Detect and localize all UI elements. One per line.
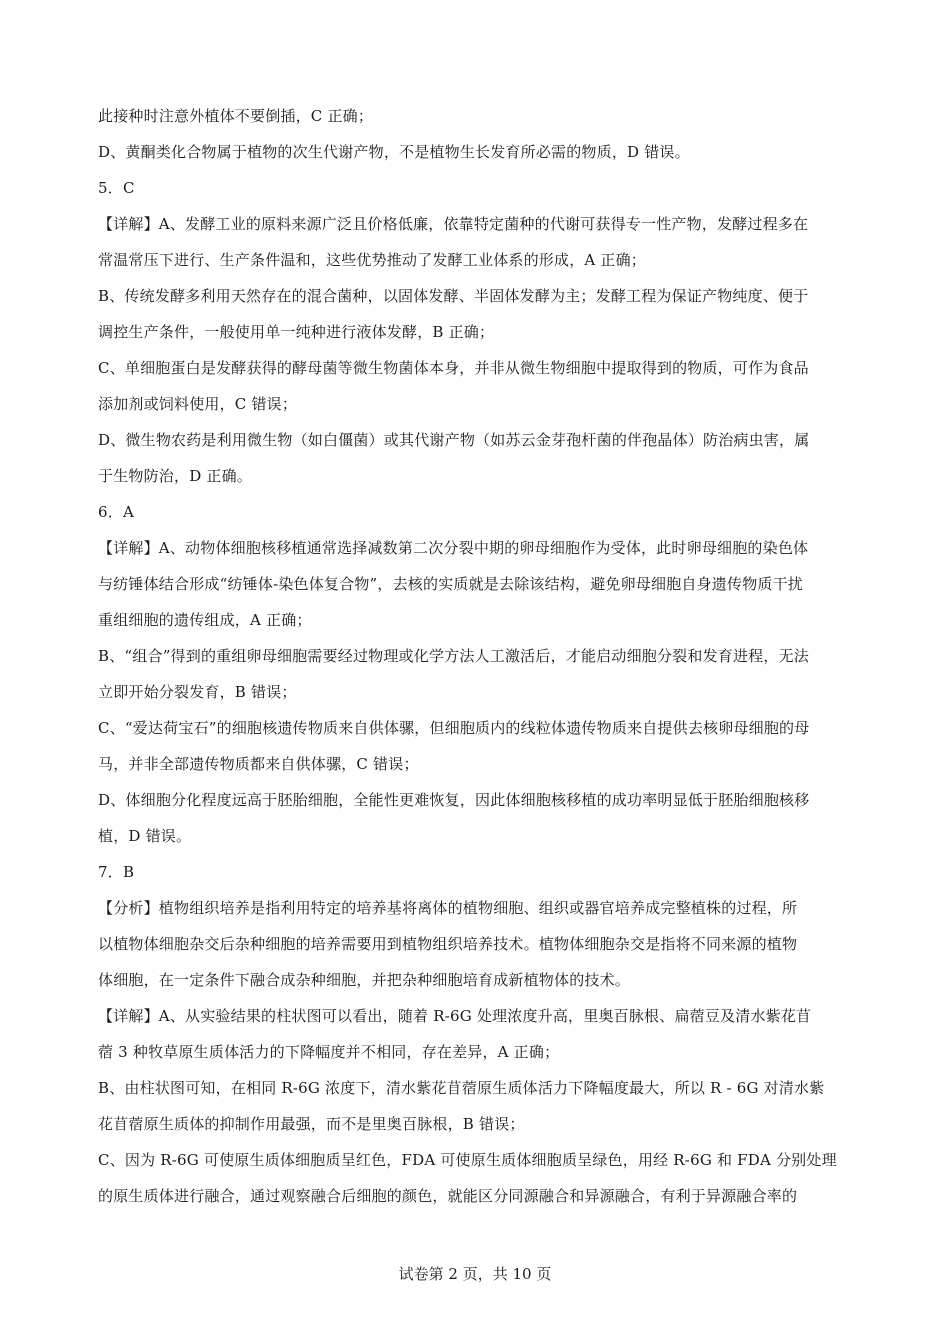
text-line: 添加剂或饲料使用，C 错误； bbox=[98, 395, 298, 413]
text-line: B、传统发酵多利用天然存在的混合菌种，以固体发酵、半固体发酵为主；发酵工程为保证产物纯度、便于 bbox=[98, 287, 809, 305]
text-line: 体细胞，在一定条件下融合成杂种细胞，并把杂种细胞培育成新植物体的技术。 bbox=[98, 971, 631, 989]
text-line: 6．A bbox=[98, 503, 134, 521]
text-line: D、体细胞分化程度远高于胚胎细胞，全能性更难恢复，因此体细胞核移植的成功率明显低于胚胎细胞核移 bbox=[98, 791, 810, 809]
text-line: C、单细胞蛋白是发酵获得的酵母菌等微生物菌体本身，并非从微生物细胞中提取得到的物质，可作为食品 bbox=[98, 359, 809, 377]
text-line: 【详解】A、从实验结果的柱状图可以看出，随着 R-6G 处理浓度升高，里奥百脉根、扁蓿豆及清水紫花苜 bbox=[98, 1007, 812, 1025]
text-line: 5．C bbox=[98, 179, 135, 197]
text-line: 重组细胞的遗传组成，A 正确； bbox=[98, 611, 312, 629]
text-line: 【详解】A、动物体细胞核移植通常选择减数第二次分裂中期的卵母细胞作为受体，此时卵母细胞的染色体 bbox=[98, 539, 809, 557]
answer-text-body bbox=[98, 98, 854, 1214]
text-line: D、微生物农药是利用微生物（如白僵菌）或其代谢产物（如苏云金芽孢杆菌的伴孢晶体）防治病虫害，属 bbox=[98, 431, 810, 449]
text-line: B、由柱状图可知，在相同 R-6G 浓度下，清水紫花苜蓿原生质体活力下降幅度最大，所以 R - 6G 对清水紫 bbox=[98, 1079, 825, 1097]
text-line: 立即开始分裂发育，B 错误； bbox=[98, 683, 297, 701]
text-line: 植，D 错误。 bbox=[98, 827, 192, 845]
text-line: 以植物体细胞杂交后杂种细胞的培养需要用到植物组织培养技术。植物体细胞杂交是指将不同来源的植物 bbox=[98, 935, 798, 953]
text-line: 【分析】植物组织培养是指利用特定的培养基将离体的植物细胞、组织或器官培养成完整植株的过程，所 bbox=[98, 899, 798, 917]
text-line: 调控生产条件，一般使用单一纯种进行液体发酵，B 正确； bbox=[98, 323, 495, 341]
text-line: 常温常压下进行、生产条件温和，这些优势推动了发酵工业体系的形成，A 正确； bbox=[98, 251, 647, 269]
text-line: C、“爱达荷宝石”的细胞核遗传物质来自供体骡，但细胞质内的线粒体遗传物质来自提供去核卵母细胞的母 bbox=[98, 719, 810, 737]
text-line: 蓿 3 种牧草原生质体活力的下降幅度并不相同，存在差异，A 正确； bbox=[98, 1043, 560, 1061]
text-line: 于生物防治，D 正确。 bbox=[98, 467, 252, 485]
text-line: 此接种时注意外植体不要倒插，C 正确； bbox=[98, 107, 374, 125]
page-footer: 试卷第 2 页，共 10 页 bbox=[398, 1265, 552, 1283]
text-line: D、黄酮类化合物属于植物的次生代谢产物，不是植物生长发育所必需的物质，D 错误。 bbox=[98, 143, 690, 161]
text-line: 马，并非全部遗传物质都来自供体骡，C 错误； bbox=[98, 755, 419, 773]
text-line: 【详解】A、发酵工业的原料来源广泛且价格低廉，依靠特定菌种的代谢可获得专一性产物，发酵过程多在 bbox=[98, 215, 809, 233]
text-line: B、“组合”得到的重组卵母细胞需要经过物理或化学方法人工激活后，才能启动细胞分裂和发育进程，无法 bbox=[98, 647, 809, 665]
text-line: C、因为 R-6G 可使原生质体细胞质呈红色，FDA 可使原生质体细胞质呈绿色，用经 R-6G 和 FDA 分别处理 bbox=[98, 1151, 837, 1169]
text-line: 花苜蓿原生质体的抑制作用最强，而不是里奥百脉根，B 错误； bbox=[98, 1115, 525, 1133]
text-line: 与纺锤体结合形成“纺锤体-染色体复合物”，去核的实质就是去除该结构，避免卵母细胞自身遗传物质干扰 bbox=[98, 575, 804, 593]
text-line: 的原生质体进行融合，通过观察融合后细胞的颜色，就能区分同源融合和异源融合，有利于异源融合率的 bbox=[98, 1187, 798, 1205]
text-line: 7．B bbox=[98, 863, 135, 881]
